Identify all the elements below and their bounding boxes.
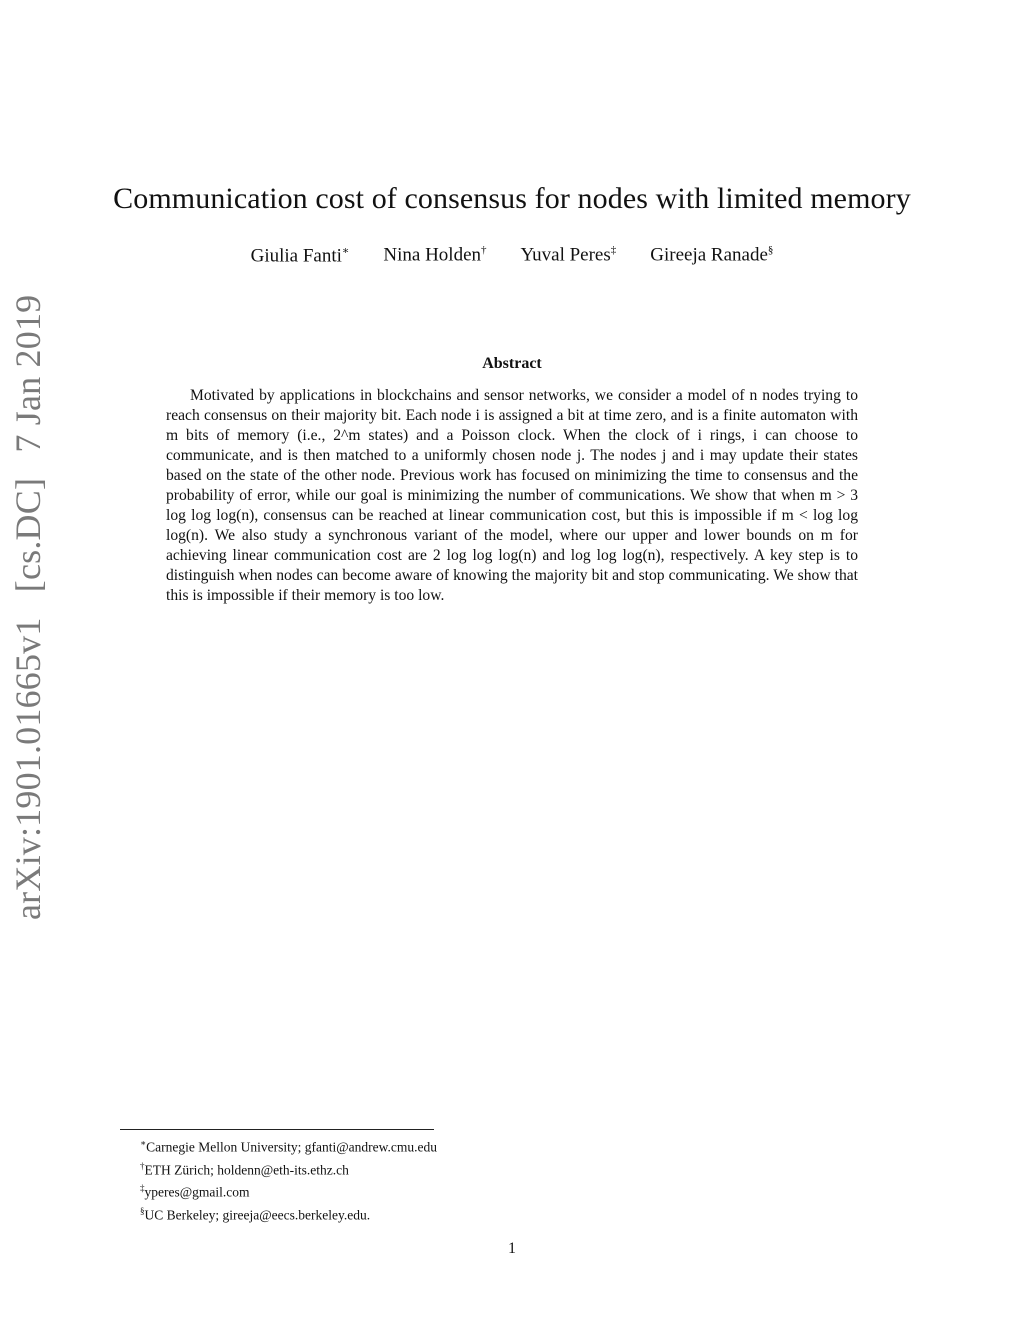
author-ranade	[650, 244, 773, 267]
author-holden	[383, 244, 486, 267]
footnote-text: yperes@gmail.com	[144, 1184, 250, 1200]
abstract-heading: Abstract	[482, 355, 542, 372]
author-name: Gireeja Ranade	[650, 244, 768, 266]
arxiv-id: arXiv:1901.01665v1	[8, 617, 48, 920]
footnote-mark: ‡	[140, 1183, 145, 1193]
author-fanti	[251, 244, 350, 267]
footnote-mark: †	[140, 1160, 145, 1171]
footnote-text: UC Berkeley; gireeja@eecs.berkeley.edu.	[144, 1207, 371, 1222]
footnote-mark: ∗	[140, 1138, 147, 1148]
footnote-item	[140, 1134, 437, 1157]
abstract-body: Motivated by applications in blockchains and sensor networks, we consider a model of n nodes trying to reach consensus on their majority bit. Each node i is assigned a bit at time zero, and is a finite automaton with m bits of memory (i.e., 2^m states) and a Poisson clock. When the clock of i rings, i can choose to communicate, and is then matched to a uniformly chosen node j. The nodes j and i may update their states based on the state of the other node. Previous work has focused on minimizing the time to consensus and the probability of error, while our goal is minimizing the number of communications. We show that when m > 3 log log log(n), consensus can be reached at linear communication cost, but this is impossible if m < log log log(n). We also study a synchronous variant of the model, where our upper and lower bounds on m for achieving linear communication cost are 2 log log log(n) and log log log(n), respectively. A key step is to distinguish when nodes can become aware of knowing the majority bit and stop communicating. We show that this is impossible if their memory is too low.	[166, 387, 858, 604]
footnote-divider	[120, 1129, 434, 1130]
footnote-item	[140, 1157, 437, 1180]
author-name: Giulia Fanti	[250, 245, 342, 267]
footnotes	[140, 1134, 437, 1224]
author-mark: †	[481, 244, 487, 256]
footnote-mark: §	[140, 1205, 145, 1216]
footnote-item	[140, 1179, 437, 1202]
footnote-text: ETH Zürich; holdenn@eth-its.ethz.ch	[144, 1162, 349, 1177]
author-name: Nina Holden	[383, 244, 482, 266]
arxiv-date: 7 Jan 2019	[8, 294, 48, 453]
author-mark: ‡	[610, 244, 617, 256]
author-mark: ∗	[341, 245, 350, 257]
paper-title: Communication cost of consensus for nodes with limited memory	[113, 182, 911, 215]
arxiv-category: [cs.DC]	[8, 477, 48, 593]
author-list	[0, 244, 1024, 267]
page-number: 1	[508, 1240, 516, 1257]
footnote-text: Carnegie Mellon University; gfanti@andrew.cmu.edu	[146, 1139, 437, 1155]
author-name: Yuval Peres	[520, 244, 611, 266]
author-peres	[521, 244, 617, 267]
footnote-item	[140, 1202, 437, 1225]
author-mark: §	[767, 244, 774, 256]
arxiv-stamp	[5, 294, 51, 928]
